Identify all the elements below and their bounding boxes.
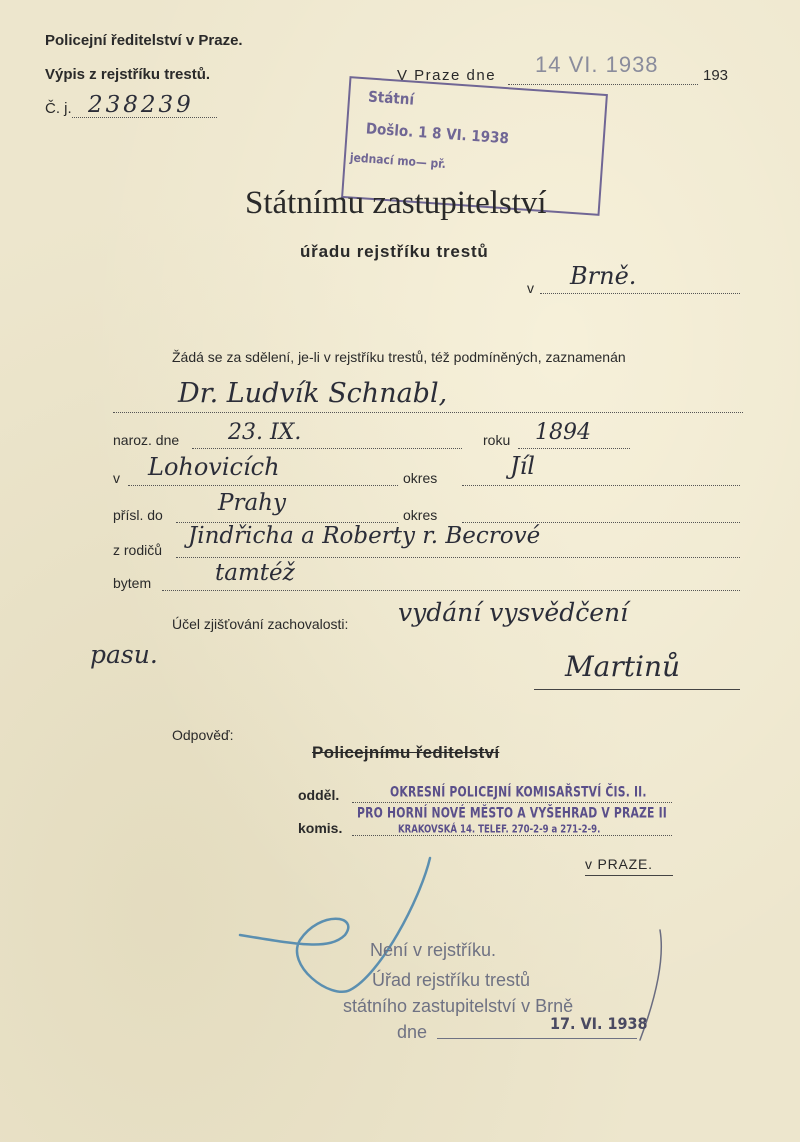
purpose-label: Účel zjišťování zachovalosti: <box>172 616 349 632</box>
city-prefix: v <box>527 280 534 296</box>
born-label: naroz. dne <box>113 432 180 448</box>
purpose-line1: vydání vysvědčení <box>398 598 629 627</box>
addressee-title: Státnímu zastupitelství <box>245 185 547 221</box>
district-label: okres <box>403 470 438 486</box>
request-intro: Žádá se za sdělení, je-li v rejstříku trestů, též podmíněných, zaznamenán <box>172 349 626 365</box>
ref-label: Č. j. <box>45 100 72 117</box>
parents-label: z rodičů <box>113 542 163 558</box>
purpose-line2: pasu. <box>90 640 158 669</box>
belongs-district-label: okres <box>403 507 438 523</box>
ref-number: 238239 <box>88 92 194 118</box>
parents: Jindřicha a Roberty r. Becrové <box>188 523 541 549</box>
addressee-subtitle: úřadu rejstříku trestů <box>300 242 489 261</box>
office-stamp-line1: OKRESNÍ POLICEJNÍ KOMISAŘSTVÍ ČIS. II. <box>390 783 647 801</box>
place-date-label: V Praze dne <box>397 67 497 84</box>
komis-label: komis. <box>298 820 343 836</box>
result-stamp-line1: Není v rejstříku. <box>370 940 497 960</box>
person-name: Dr. Ludvík Schnabl, <box>178 378 448 409</box>
date-stamp: 14 VI. 1938 <box>535 52 659 77</box>
birthplace: Lohovicích <box>148 453 280 481</box>
answer-city: v PRAZE. <box>585 856 653 872</box>
belongs-to: Prahy <box>218 490 286 516</box>
officer-signature: Martinů <box>565 650 681 683</box>
received-stamp-line1: Státní <box>367 87 415 109</box>
addressee-city: Brně. <box>570 262 637 290</box>
birthplace-prefix: v <box>113 470 120 486</box>
result-stamp-date-line <box>437 1038 637 1039</box>
belongs-label: přísl. do <box>113 507 163 523</box>
struck-office: Policejnímu ředitelství <box>312 743 500 762</box>
residence-label: bytem <box>113 575 152 591</box>
residence: tamtéž <box>215 560 295 586</box>
birthplace-district: Jíl <box>510 452 535 480</box>
result-stamp-date: 17. VI. 1938 <box>550 1014 648 1033</box>
office-stamp-line3: KRAKOVSKÁ 14. TELEF. 270-2-9 a 271-2-9. <box>398 823 601 836</box>
received-stamp-line3: jednací mo— př. <box>349 150 447 172</box>
dept-label: odděl. <box>298 787 340 803</box>
born-date: 23. IX. <box>228 420 302 445</box>
year-prefix: 193 <box>703 67 729 84</box>
received-stamp-date: Došlo. 1 8 VI. 1938 <box>365 119 510 148</box>
form-title: Výpis z rejstříku trestů. <box>45 66 211 83</box>
result-stamp-date-label: dne <box>397 1022 428 1042</box>
born-year: 1894 <box>535 420 591 445</box>
result-stamp-line2: Úřad rejstříku trestů <box>372 970 531 990</box>
year-label: roku <box>483 432 511 448</box>
office-stamp-line2: PRO HORNÍ NOVÉ MĚSTO A VYŠEHRAD V PRAZE II <box>357 804 667 822</box>
result-stamp-line3: státního zastupitelství v Brně <box>343 996 574 1016</box>
answer-label: Odpověď: <box>172 727 234 743</box>
authority-heading: Policejní ředitelství v Praze. <box>45 32 243 49</box>
